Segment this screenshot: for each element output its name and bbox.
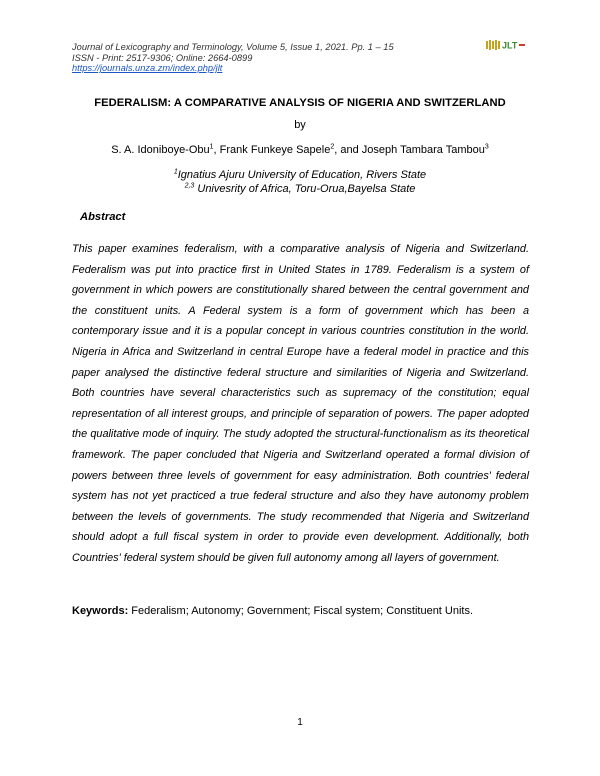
affiliation-sup: 2,3 [184, 182, 195, 190]
journal-logo-text: JLT [502, 40, 518, 51]
author-list [0, 144, 600, 156]
journal-url-link[interactable]: https://journals.unza.zm/index.php/jlt [72, 63, 223, 74]
affiliation-1 [0, 169, 600, 181]
by-line: by [294, 119, 306, 131]
abstract-heading: Abstract [80, 211, 126, 223]
paper-title: FEDERALISM: A COMPARATIVE ANALYSIS OF NIGERIA AND SWITZERLAND [94, 97, 506, 109]
author-sup: 3 [484, 143, 489, 151]
keywords [72, 605, 532, 617]
page-number: 1 [297, 717, 303, 728]
author-sup: 1 [209, 143, 214, 151]
journal-logo [486, 38, 536, 50]
affiliation-text: Ignatius Ajuru University of Education, Rivers State [177, 169, 427, 181]
author-separator: , [213, 144, 220, 156]
affiliation-2 [0, 183, 600, 195]
author-name: Frank Funkeye Sapele [219, 144, 331, 156]
abstract-body: This paper examines federalism, with a comparative analysis of Nigeria and Switzerland. Federalism was put into practice first in United States in 1789. Federalism is a system of government in which powers are constitutionally shared between the central government and the constituent units. A Federal system is a form of government which has been a contemporary issue and it is a popular concept in various countries constitution in the world. Nigeria in Africa and Switzerland in central Europe have a federal model in practice and this paper analysed the distinctive federal structure and similarities of Nigeria and Switzerland. Both countries have several characteristics such as supremacy of the constitution; equal representation of all interest groups, and principle of separation of powers. The paper adopted the qualitative mode of inquiry. The study adopted the structural-functionalism as its theoretical framework. The paper concluded that Nigeria and Switzerland operated a formal division of powers between three levels of government for easy administration. Both countries' federal system has not yet practiced a true federal structure and also they have autonomy problem between the levels of governments. The study recommended that Nigeria and Switzerland should adopt a full fiscal system in order to provide even development. Additionally, both Countries' federal system should be given full autonomy among all layers of government. [72, 243, 529, 564]
running-header [72, 42, 394, 74]
author-name: S. A. Idoniboye-Obu [111, 144, 210, 156]
journal-citation: Journal of Lexicography and Terminology, Volume 5, Issue 1, 2021. Pp. 1 – 15 [72, 42, 394, 52]
affiliation-text: Univesrity of Africa, Toru-Orua,Bayelsa State [194, 183, 416, 195]
keywords-text: Federalism; Autonomy; Government; Fiscal system; Constituent Units. [128, 605, 474, 617]
keywords-label: Keywords: [72, 605, 129, 617]
author-separator: , and [334, 144, 362, 156]
author-sup: 2 [330, 143, 335, 151]
issn-line: ISSN - Print: 2517-9306; Online: 2664-0899 [72, 52, 253, 63]
journal-logo-graphic [486, 39, 536, 51]
author-name: Joseph Tambara Tambou [361, 144, 485, 156]
affiliation-sup: 1 [173, 168, 178, 176]
